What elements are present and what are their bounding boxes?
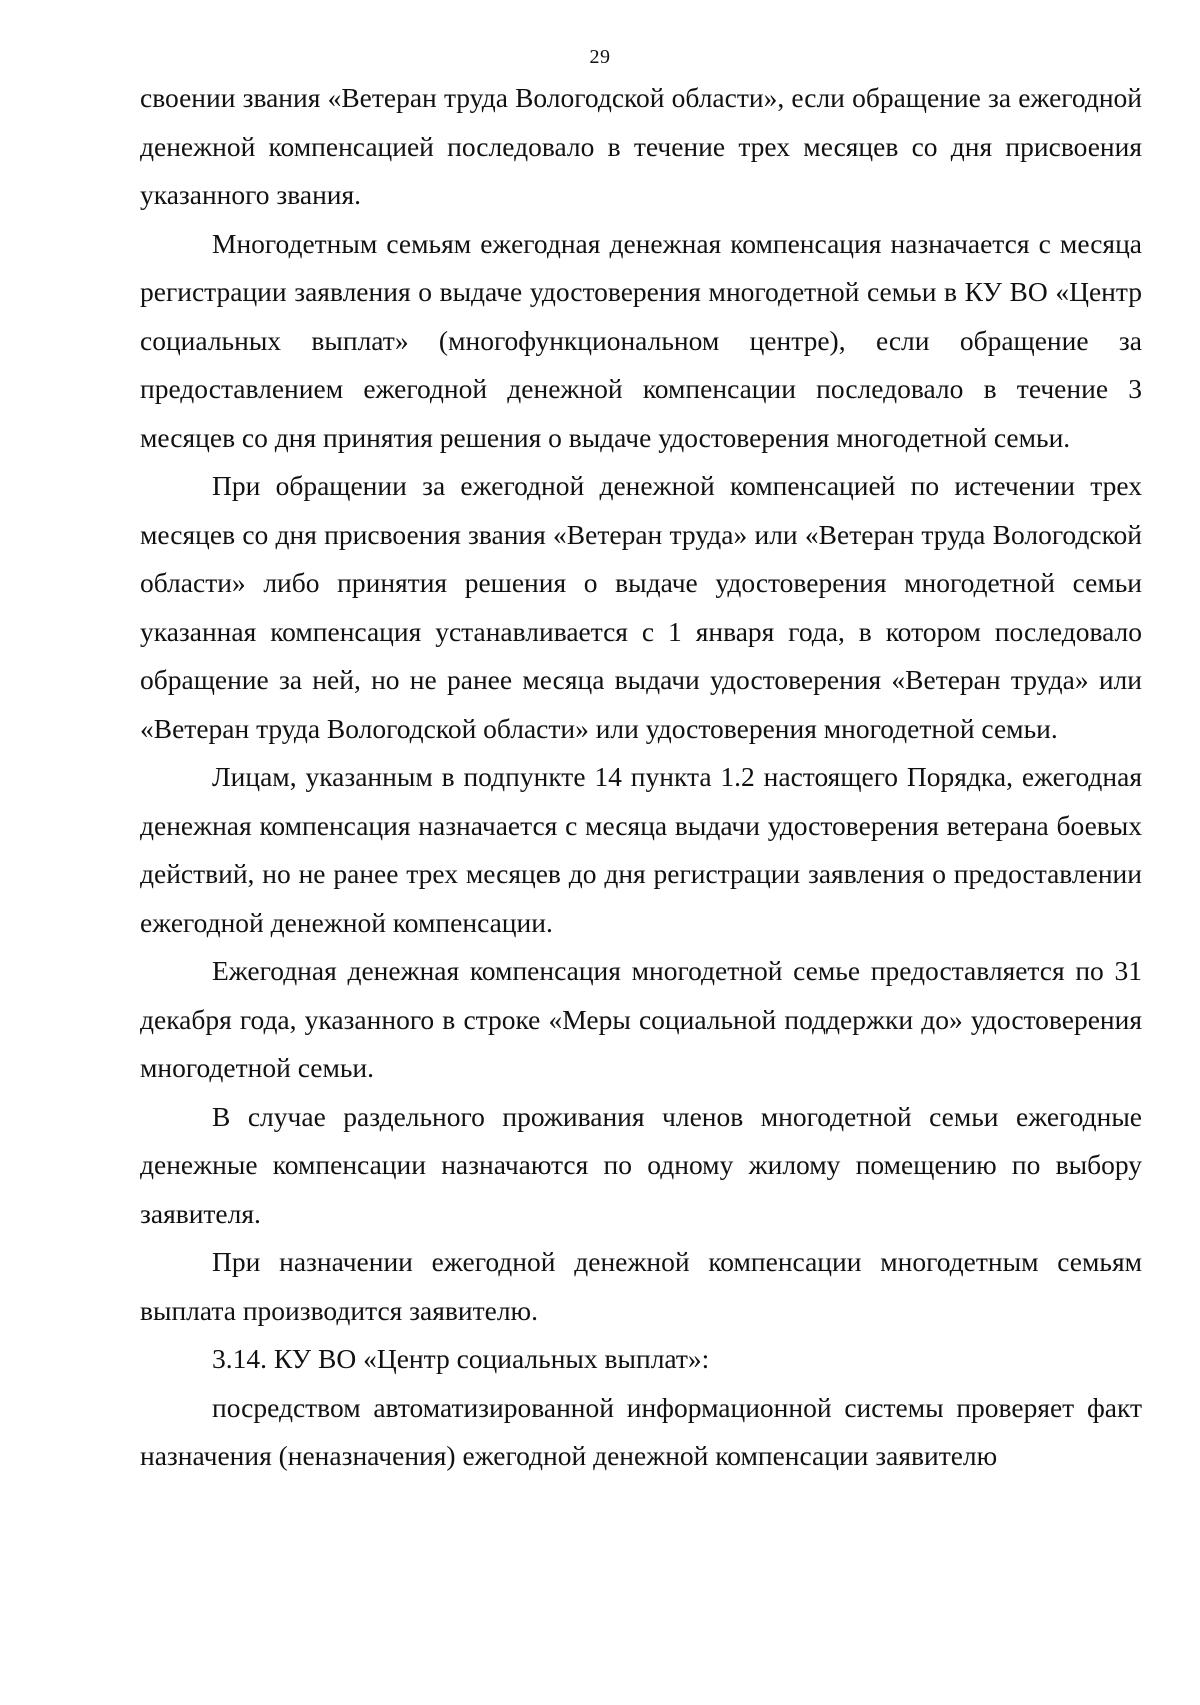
paragraph-continuation: своении звания «Ветеран труда Вологодской области», если обращение за ежегодной денежной компенсацией последовало в течение трех месяцев со дня присвоения указанного звания. — [140, 82, 1142, 210]
paragraph-separate-residence: В случае раздельного проживания членов многодетной семьи ежегодные денежные компенсации назначаются по одному жилому помещению по выбору заявителя. — [140, 1100, 1142, 1229]
page-number: 29 — [589, 46, 611, 68]
paragraph-large-families: Многодетным семьям ежегодная денежная компенсация назначается с месяца регистрации заявления о выдаче удостоверения многодетной семьи в КУ ВО «Центр социальных выплат» (многофункциональном центре), если обращение за предоставлением ежегодной денежной компенсации последовало в течение 3 месяцев со дня принятия решения о выдаче удостоверения многодетной семьи. — [140, 227, 1142, 453]
paragraph-combat-veterans: Лицам, указанным в подпункте 14 пункта 1.2 настоящего Порядка, ежегодная денежная компенсация назначается с месяца выдачи удостоверения ветерана боевых действий, но не ранее трех месяцев до дня регистрации заявления о предоставлении ежегодной денежной компенсации. — [140, 761, 1142, 938]
paragraph-late-application: При обращении за ежегодной денежной компенсацией по истечении трех месяцев со дня присвоения звания «Ветеран труда» или «Ветеран труда Вологодской области» либо принятия решения о выдаче удостоверения многодетной семьи указанная компенсация устанавливается с 1 января года, в котором последовало обращение за ней, но не ранее месяца выдачи удостоверения «Ветеран труда» или «Ветеран труда Вологодской области» или удостоверения многодетной семьи. — [140, 470, 1142, 744]
document-body — [140, 74, 1142, 1481]
paragraph-payment-period: Ежегодная денежная компенсация многодетной семье предоставляется по 31 декабря года, указанного в строке «Меры социальной поддержки до» удостоверения многодетной семьи. — [140, 955, 1142, 1083]
paragraph-payment-recipient: При назначении ежегодной денежной компенсации многодетным семьям выплата производится заявителю. — [140, 1246, 1142, 1326]
paragraph-verification: посредством автоматизированной информационной системы проверяет факт назначения (неназначения) ежегодной денежной компенсации заявителю — [140, 1391, 1142, 1471]
section-heading-3-14: 3.14. КУ ВО «Центр социальных выплат»: — [212, 1343, 710, 1374]
